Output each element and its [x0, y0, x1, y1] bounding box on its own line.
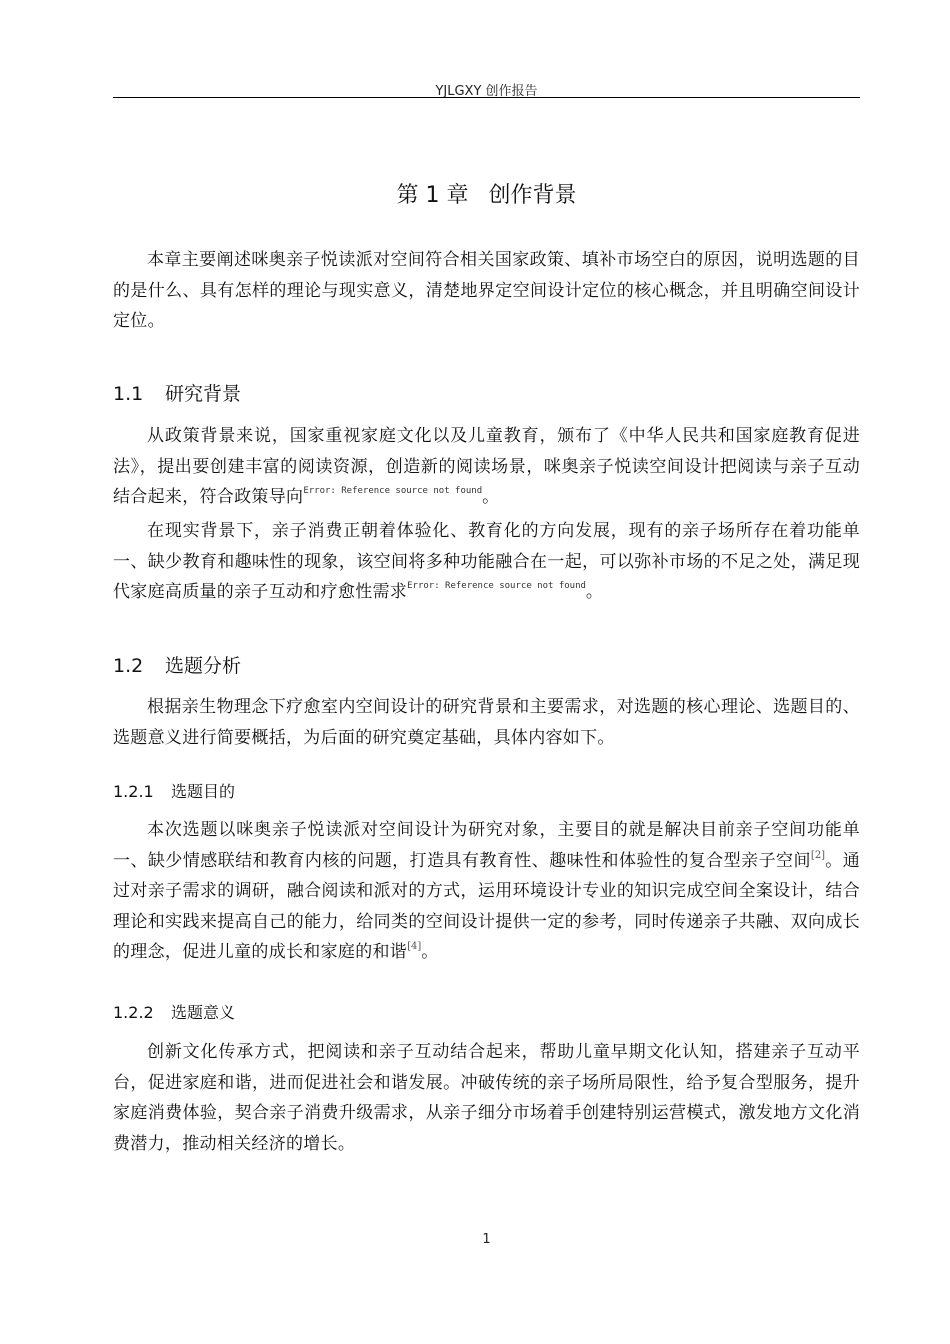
- reference-error: Error: Reference source not found: [303, 486, 483, 497]
- paragraph-text: 从政策背景来说，国家重视家庭文化以及儿童教育，颁布了《中华人民共和国家庭教育促进法》，提出要创建丰富的阅读资源，创造新的阅读场景，咪奥亲子悦读空间设计把阅读与亲子互动结合起来，符合政策导向: [113, 426, 860, 508]
- citation: [4]: [407, 941, 422, 953]
- topic-significance-paragraph: 创新文化传承方式，把阅读和亲子互动结合起来，帮助儿童早期文化认知，搭建亲子互动平台，促进家庭和谐，进而促进社会和谐发展。冲破传统的亲子场所局限性，给予复合型服务，提升家庭消费体验，契合亲子消费升级需求，从亲子细分市场着手创建特别运营模式，激发地方文化消费潜力，推动相关经济的增长。: [113, 1042, 860, 1154]
- reference-error: Error: Reference source not found: [407, 581, 586, 592]
- subsection-title: 选题意义: [171, 1003, 236, 1022]
- section-1-1-heading: [113, 379, 241, 406]
- header-rule: [113, 97, 860, 98]
- chapter-title: [113, 178, 860, 209]
- paragraph-end: 。: [421, 942, 439, 963]
- subsection-number: 1.2.1: [113, 782, 154, 801]
- subsection-1-2-2-heading: [113, 1000, 235, 1023]
- reality-background-paragraph: [113, 516, 860, 608]
- section-title: 选题分析: [165, 655, 242, 677]
- subsection-1-2-1-heading: [113, 779, 235, 802]
- policy-background-paragraph: [113, 421, 860, 513]
- topic-purpose-paragraph: [113, 815, 860, 968]
- chapter-number: 第 1 章: [396, 183, 469, 208]
- paragraph-text: 本次选题以咪奥亲子悦读派对空间设计为研究对象，主要目的就是解决目前亲子空间功能单一、缺少情感联结和教育内核的问题，打造具有教育性、趣味性和体验性的复合型亲子空间: [113, 820, 860, 871]
- subsection-number: 1.2.2: [113, 1003, 154, 1022]
- section-number: 1.2: [113, 655, 144, 677]
- paragraph-text: 在现实背景下，亲子消费正朝着体验化、教育化的方向发展，现有的亲子场所存在着功能单一、缺少教育和趣味性的现象，该空间将多种功能融合在一起，可以弥补市场的不足之处，满足现代家庭高质量的亲子互动和疗愈性需求: [113, 521, 860, 603]
- paragraph-text: 。通过对亲子需求的调研，融合阅读和派对的方式，运用环境设计专业的知识完成空间全案设计，结合理论和实践来提高自己的能力，给同类的空间设计提供一定的参考，同时传递亲子共融、双向成长的理念，促进儿童的成长和家庭的和谐: [113, 850, 860, 963]
- paragraph-end: 。: [585, 582, 604, 603]
- page-number: 1: [482, 1232, 491, 1247]
- citation: [2]: [810, 849, 826, 861]
- subsection-title: 选题目的: [171, 782, 236, 801]
- running-header: YJLGXY 创作报告: [435, 84, 538, 99]
- section-number: 1.1: [113, 383, 144, 405]
- section-1-2-heading: [113, 651, 241, 678]
- intro-paragraph: 本章主要阐述咪奥亲子悦读派对空间符合相关国家政策、填补市场空白的原因，说明选题的目的是什么、具有怎样的理论与现实意义，清楚地界定空间设计定位的核心概念，并且明确空间设计定位。: [113, 250, 860, 332]
- chapter-name: 创作背景: [488, 183, 577, 208]
- paragraph-end: 。: [482, 487, 500, 508]
- section-title: 研究背景: [165, 383, 242, 405]
- topic-analysis-paragraph: 根据亲生物理念下疗愈室内空间设计的研究背景和主要需求，对选题的核心理论、选题目的、选题意义进行简要概括，为后面的研究奠定基础，具体内容如下。: [113, 697, 860, 748]
